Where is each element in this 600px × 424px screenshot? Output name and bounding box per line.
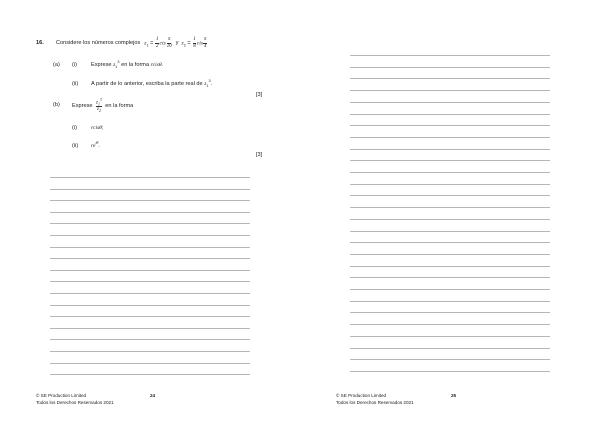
answer-line [50,189,250,190]
answer-line [50,212,250,213]
answer-line [350,371,550,372]
answer-line [350,195,550,196]
answer-line [350,219,550,220]
part-a-label: (a) [53,62,60,68]
part-a-i-label: (i) [72,62,77,68]
footer-publisher: © SE Production Limited [336,393,387,398]
part-b-i-label: (i) [72,125,77,131]
answer-line [50,177,250,178]
answer-line [350,207,550,208]
answer-line [50,247,250,248]
answer-line [350,160,550,161]
page-number: 25 [451,393,457,398]
part-a-marks: [3] [256,92,263,98]
answer-line [350,78,550,79]
footer-rights: Todos los Derechos Reservados 2021 [336,400,414,405]
answer-line [350,114,550,115]
part-a-ii-label: (ii) [72,81,79,87]
conjunction: y [175,39,179,46]
z1-argument: $\frac{\pi}{10}$ [166,37,172,49]
answer-line [50,293,250,294]
z1-expression: $z_1$ = $\frac{1}{2}$ cis $\frac{\pi}{10}$ [144,37,172,49]
z2-expression: $z_2$ = $\frac{1}{8}$ cis $\frac{\pi}{4}$ [181,37,207,49]
answer-line [350,254,550,255]
answer-line [350,90,550,91]
answer-line [350,102,550,103]
z2-coefficient: $\frac{1}{8}$ [193,37,196,49]
part-b-ii-label: (ii) [72,143,79,149]
answer-line [50,270,250,271]
answer-line [350,125,550,126]
z2-argument: $\frac{\pi}{4}$ [203,37,207,49]
answer-line [350,336,550,337]
answer-line [50,316,250,317]
answer-line [50,351,250,352]
answer-line [350,184,550,185]
answer-line [350,324,550,325]
answer-line [350,277,550,278]
answer-line [50,339,250,340]
answer-line [350,242,550,243]
answer-line [350,359,550,360]
answer-line [350,67,550,68]
z1-coefficient: $\frac{1}{2}$ [155,37,159,49]
question-stem [56,36,207,50]
part-b-text: Exprese $\frac{z_1^3}{z_2}$ en la forma [72,97,134,113]
part-b-label: (b) [53,102,60,108]
part-a-i-text: Exprese $z_1^3$ en la forma rcisθ. [91,60,164,70]
answer-line [50,363,250,364]
answer-line [50,281,250,282]
answer-line [350,289,550,290]
answer-line [50,235,250,236]
answer-line [50,328,250,329]
answer-line [50,258,250,259]
answer-line [350,312,550,313]
right-page [300,0,600,424]
footer-rights: Todos los Derechos Reservados 2021 [36,400,114,405]
footer-publisher: © SE Production Limited [36,393,87,398]
answer-line [350,231,550,232]
answer-line [350,149,550,150]
answer-line [50,223,250,224]
part-b-ii-text: $re^{i\theta}$. [91,141,100,149]
answer-line [350,266,550,267]
question-number: 16. [36,40,44,46]
answer-line [50,374,250,375]
page-number: 24 [150,393,156,398]
question-intro: Considere los números complejos [56,39,141,46]
answer-line [50,200,250,201]
answer-line [350,348,550,349]
answer-line [350,137,550,138]
answer-line [350,172,550,173]
part-b-fraction: $\frac{z_1^3}{z_2}$ [96,97,102,113]
answer-line [350,301,550,302]
answer-line [50,305,250,306]
part-b-marks: [3] [256,152,263,158]
answer-line [350,55,550,56]
part-b-i-text: rcisθ; [91,125,104,131]
part-a-ii-text: A partir de lo anterior, escriba la parte real de $z_1^3$. [91,79,213,89]
